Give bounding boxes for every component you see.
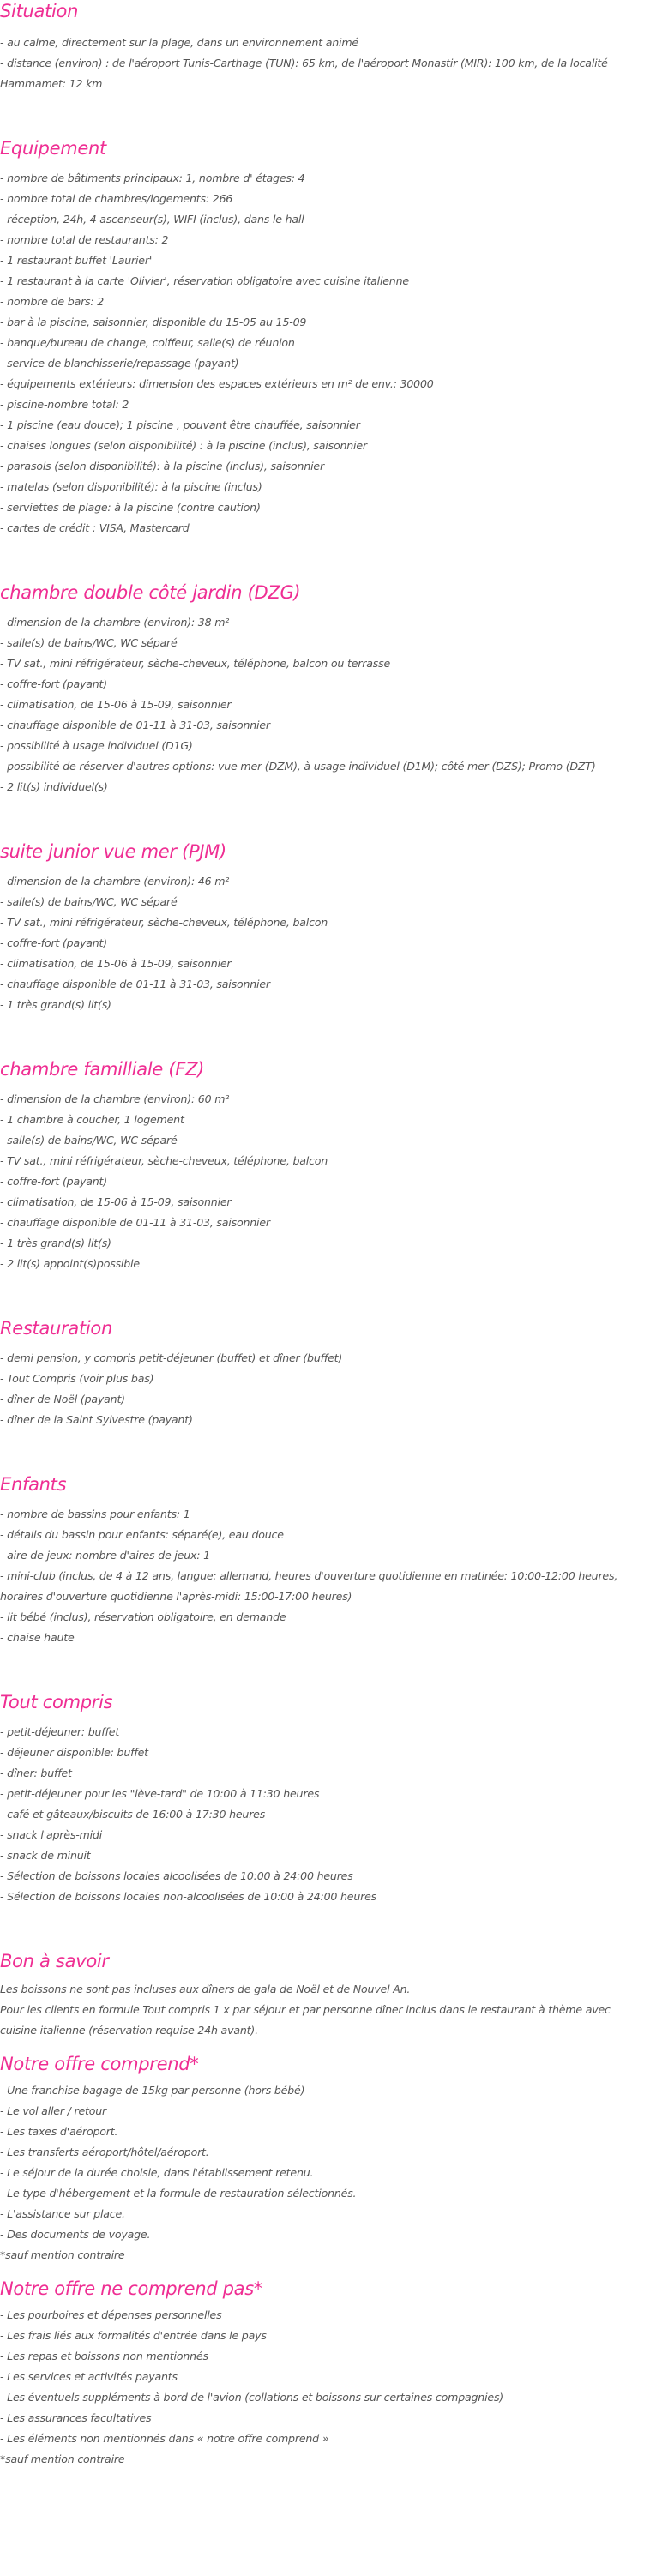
section-lines bbox=[0, 871, 650, 1015]
section-lines bbox=[0, 1504, 650, 1648]
list-item: - demi pension, y compris petit-déjeuner (buffet) et dîner (buffet) bbox=[0, 1351, 343, 1364]
list-item: - Les services et activités payants bbox=[0, 2370, 178, 2383]
section-lines bbox=[0, 1348, 650, 1430]
list-item: - chauffage disponible de 01-11 à 31-03, saisonnier bbox=[0, 1216, 270, 1229]
section-offre-comprend bbox=[0, 2053, 650, 2266]
list-item: - Les assurances facultatives bbox=[0, 2411, 152, 2424]
section-suite-junior bbox=[0, 840, 650, 1015]
section-title: Bon à savoir bbox=[0, 1951, 109, 1971]
list-item: - dimension de la chambre (environ): 38 m² bbox=[0, 616, 230, 629]
section-lines bbox=[0, 33, 650, 94]
list-item: - Les frais liés aux formalités d'entrée dans le pays bbox=[0, 2329, 267, 2342]
list-item: - serviettes de plage: à la piscine (contre caution) bbox=[0, 501, 261, 514]
list-item: - 2 lit(s) appoint(s)possible bbox=[0, 1257, 140, 1270]
section-bon-a-savoir bbox=[0, 1950, 650, 2041]
list-item: - Les pourboires et dépenses personnelles bbox=[0, 2308, 222, 2321]
list-item: - chaise haute bbox=[0, 1631, 75, 1644]
section-lines bbox=[0, 168, 650, 539]
list-item: - piscine-nombre total: 2 bbox=[0, 398, 129, 411]
list-item: - possibilité à usage individuel (D1G) bbox=[0, 739, 193, 752]
list-item: - dimension de la chambre (environ): 46 m² bbox=[0, 875, 230, 888]
section-chambre-familliale bbox=[0, 1058, 650, 1274]
list-item: - TV sat., mini réfrigérateur, sèche-cheveux, téléphone, balcon ou terrasse bbox=[0, 657, 391, 670]
list-item: - Les repas et boissons non mentionnés bbox=[0, 2350, 208, 2362]
section-equipement bbox=[0, 137, 650, 539]
list-item: - TV sat., mini réfrigérateur, sèche-cheveux, téléphone, balcon bbox=[0, 916, 328, 929]
section-enfants bbox=[0, 1473, 650, 1648]
list-item: - parasols (selon disponibilité): à la piscine (inclus), saisonnier bbox=[0, 460, 324, 472]
section-title: Enfants bbox=[0, 1474, 67, 1495]
list-item: - aire de jeux: nombre d'aires de jeux: 1 bbox=[0, 1549, 210, 1562]
list-item: - Les éléments non mentionnés dans « notre offre comprend » bbox=[0, 2432, 329, 2445]
list-item: - coffre-fort (payant) bbox=[0, 1175, 107, 1188]
section-lines bbox=[0, 612, 650, 797]
list-item: - nombre de bars: 2 bbox=[0, 295, 105, 308]
list-item: - dîner de la Saint Sylvestre (payant) bbox=[0, 1413, 193, 1426]
section-title: chambre double côté jardin (DZG) bbox=[0, 582, 301, 603]
list-item: - dîner de Noël (payant) bbox=[0, 1393, 125, 1405]
section-title: Situation bbox=[0, 1, 79, 21]
section-lines bbox=[0, 2080, 650, 2266]
section-restauration bbox=[0, 1317, 650, 1430]
section-tout-compris bbox=[0, 1691, 650, 1907]
list-item: - nombre total de chambres/logements: 266 bbox=[0, 192, 233, 205]
list-item: - Des documents de voyage. bbox=[0, 2228, 151, 2241]
list-item: - salle(s) de bains/WC, WC séparé bbox=[0, 636, 178, 649]
list-item: Pour les clients en formule Tout compris 1 x par séjour et par personne dîner inclus dans le restaurant à thème avec cuisine italienne (réservation requise 24h avant). bbox=[0, 2003, 611, 2037]
list-item: - TV sat., mini réfrigérateur, sèche-cheveux, téléphone, balcon bbox=[0, 1154, 328, 1167]
section-lines bbox=[0, 1722, 650, 1907]
list-item: - L'assistance sur place. bbox=[0, 2207, 125, 2220]
list-item: - climatisation, de 15-06 à 15-09, saisonnier bbox=[0, 957, 232, 970]
list-item: - snack l'après-midi bbox=[0, 1828, 102, 1841]
list-item: - bar à la piscine, saisonnier, disponible du 15-05 au 15-09 bbox=[0, 316, 307, 328]
section-chambre-double bbox=[0, 581, 650, 797]
list-item: - coffre-fort (payant) bbox=[0, 677, 107, 690]
section-title: Equipement bbox=[0, 138, 106, 159]
list-item: - coffre-fort (payant) bbox=[0, 936, 107, 949]
list-item: - chauffage disponible de 01-11 à 31-03, saisonnier bbox=[0, 719, 270, 731]
list-item: *sauf mention contraire bbox=[0, 2248, 125, 2261]
list-item: - petit-déjeuner: buffet bbox=[0, 1725, 120, 1738]
list-item: - 1 très grand(s) lit(s) bbox=[0, 1237, 111, 1249]
list-item: - salle(s) de bains/WC, WC séparé bbox=[0, 1134, 178, 1147]
list-item: - chaises longues (selon disponibilité) : à la piscine (inclus), saisonnier bbox=[0, 439, 367, 452]
list-item: - dîner: buffet bbox=[0, 1766, 72, 1779]
list-item: - climatisation, de 15-06 à 15-09, saisonnier bbox=[0, 1195, 232, 1208]
list-item: - 2 lit(s) individuel(s) bbox=[0, 780, 108, 793]
list-item: - salle(s) de bains/WC, WC séparé bbox=[0, 895, 178, 908]
section-title: suite junior vue mer (PJM) bbox=[0, 841, 226, 862]
section-title: Notre offre ne comprend pas* bbox=[0, 2278, 263, 2299]
list-item: - 1 très grand(s) lit(s) bbox=[0, 998, 111, 1011]
section-title: Notre offre comprend* bbox=[0, 2054, 199, 2074]
section-lines bbox=[0, 1089, 650, 1274]
list-item: - réception, 24h, 4 ascenseur(s), WIFI (inclus), dans le hall bbox=[0, 213, 304, 226]
list-item: *sauf mention contraire bbox=[0, 2453, 125, 2465]
list-item: - Le type d'hébergement et la formule de restauration sélectionnés. bbox=[0, 2187, 357, 2200]
list-item: - petit-déjeuner pour les "lève-tard" de 10:00 à 11:30 heures bbox=[0, 1787, 320, 1800]
list-item: Les boissons ne sont pas incluses aux dîners de gala de Noël et de Nouvel An. bbox=[0, 1983, 411, 1995]
list-item: - lit bébé (inclus), réservation obligatoire, en demande bbox=[0, 1610, 286, 1623]
section-offre-ne-comprend-pas bbox=[0, 2278, 650, 2470]
list-item: - Le vol aller / retour bbox=[0, 2104, 106, 2117]
list-item: - chauffage disponible de 01-11 à 31-03, saisonnier bbox=[0, 978, 270, 990]
list-item: - Les taxes d'aéroport. bbox=[0, 2125, 118, 2138]
list-item: - Sélection de boissons locales non-alcoolisées de 10:00 à 24:00 heures bbox=[0, 1890, 377, 1903]
list-item: - Les transferts aéroport/hôtel/aéroport. bbox=[0, 2146, 209, 2158]
section-lines bbox=[0, 1979, 650, 2041]
list-item: - nombre total de restaurants: 2 bbox=[0, 233, 169, 246]
list-item: - matelas (selon disponibilité): à la piscine (inclus) bbox=[0, 480, 262, 493]
list-item: - snack de minuit bbox=[0, 1849, 91, 1862]
section-situation bbox=[0, 0, 650, 94]
list-item: - Les éventuels suppléments à bord de l'avion (collations et boissons sur certaines compagnies) bbox=[0, 2391, 504, 2404]
list-item: - cartes de crédit : VISA, Mastercard bbox=[0, 521, 190, 534]
list-item: - mini-club (inclus, de 4 à 12 ans, langue: allemand, heures d'ouverture quotidienne en matinée: 10:00-12:00 heures, horaires d'ouverture quotidienne l'après-midi: 15:00-17:00 heures) bbox=[0, 1569, 618, 1603]
list-item: - Tout Compris (voir plus bas) bbox=[0, 1372, 154, 1385]
list-item: - dimension de la chambre (environ): 60 m² bbox=[0, 1092, 230, 1105]
section-title: Tout compris bbox=[0, 1692, 113, 1712]
section-title: chambre familliale (FZ) bbox=[0, 1059, 205, 1080]
list-item: - banque/bureau de change, coiffeur, salle(s) de réunion bbox=[0, 336, 295, 349]
list-item: - déjeuner disponible: buffet bbox=[0, 1746, 148, 1759]
list-item: - Sélection de boissons locales alcoolisées de 10:00 à 24:00 heures bbox=[0, 1869, 353, 1882]
list-item: - 1 restaurant à la carte 'Olivier', réservation obligatoire avec cuisine italienne bbox=[0, 274, 409, 287]
list-item: - climatisation, de 15-06 à 15-09, saisonnier bbox=[0, 698, 232, 711]
list-item: - détails du bassin pour enfants: séparé(e), eau douce bbox=[0, 1528, 284, 1541]
list-item: - service de blanchisserie/repassage (payant) bbox=[0, 357, 239, 370]
list-item: - au calme, directement sur la plage, dans un environnement animé bbox=[0, 36, 358, 49]
list-item: - Le séjour de la durée choisie, dans l'établissement retenu. bbox=[0, 2166, 314, 2179]
list-item: - distance (environ) : de l'aéroport Tunis-Carthage (TUN): 65 km, de l'aéroport Monastir (MIR): 100 km, de la localité Hammamet: 12 km bbox=[0, 57, 608, 90]
list-item: - 1 chambre à coucher, 1 logement bbox=[0, 1113, 184, 1126]
list-item: - possibilité de réserver d'autres options: vue mer (DZM), à usage individuel (D1M); côté mer (DZS); Promo (DZT) bbox=[0, 760, 596, 773]
list-item: - Une franchise bagage de 15kg par personne (hors bébé) bbox=[0, 2084, 305, 2097]
list-item: - équipements extérieurs: dimension des espaces extérieurs en m² de env.: 30000 bbox=[0, 377, 434, 390]
section-lines bbox=[0, 2305, 650, 2470]
list-item: - nombre de bâtiments principaux: 1, nombre d' étages: 4 bbox=[0, 172, 305, 184]
list-item: - 1 piscine (eau douce); 1 piscine , pouvant être chauffée, saisonnier bbox=[0, 418, 360, 431]
list-item: - 1 restaurant buffet 'Laurier' bbox=[0, 254, 153, 267]
section-title: Restauration bbox=[0, 1318, 112, 1339]
list-item: - nombre de bassins pour enfants: 1 bbox=[0, 1508, 190, 1520]
list-item: - café et gâteaux/biscuits de 16:00 à 17:30 heures bbox=[0, 1808, 266, 1821]
